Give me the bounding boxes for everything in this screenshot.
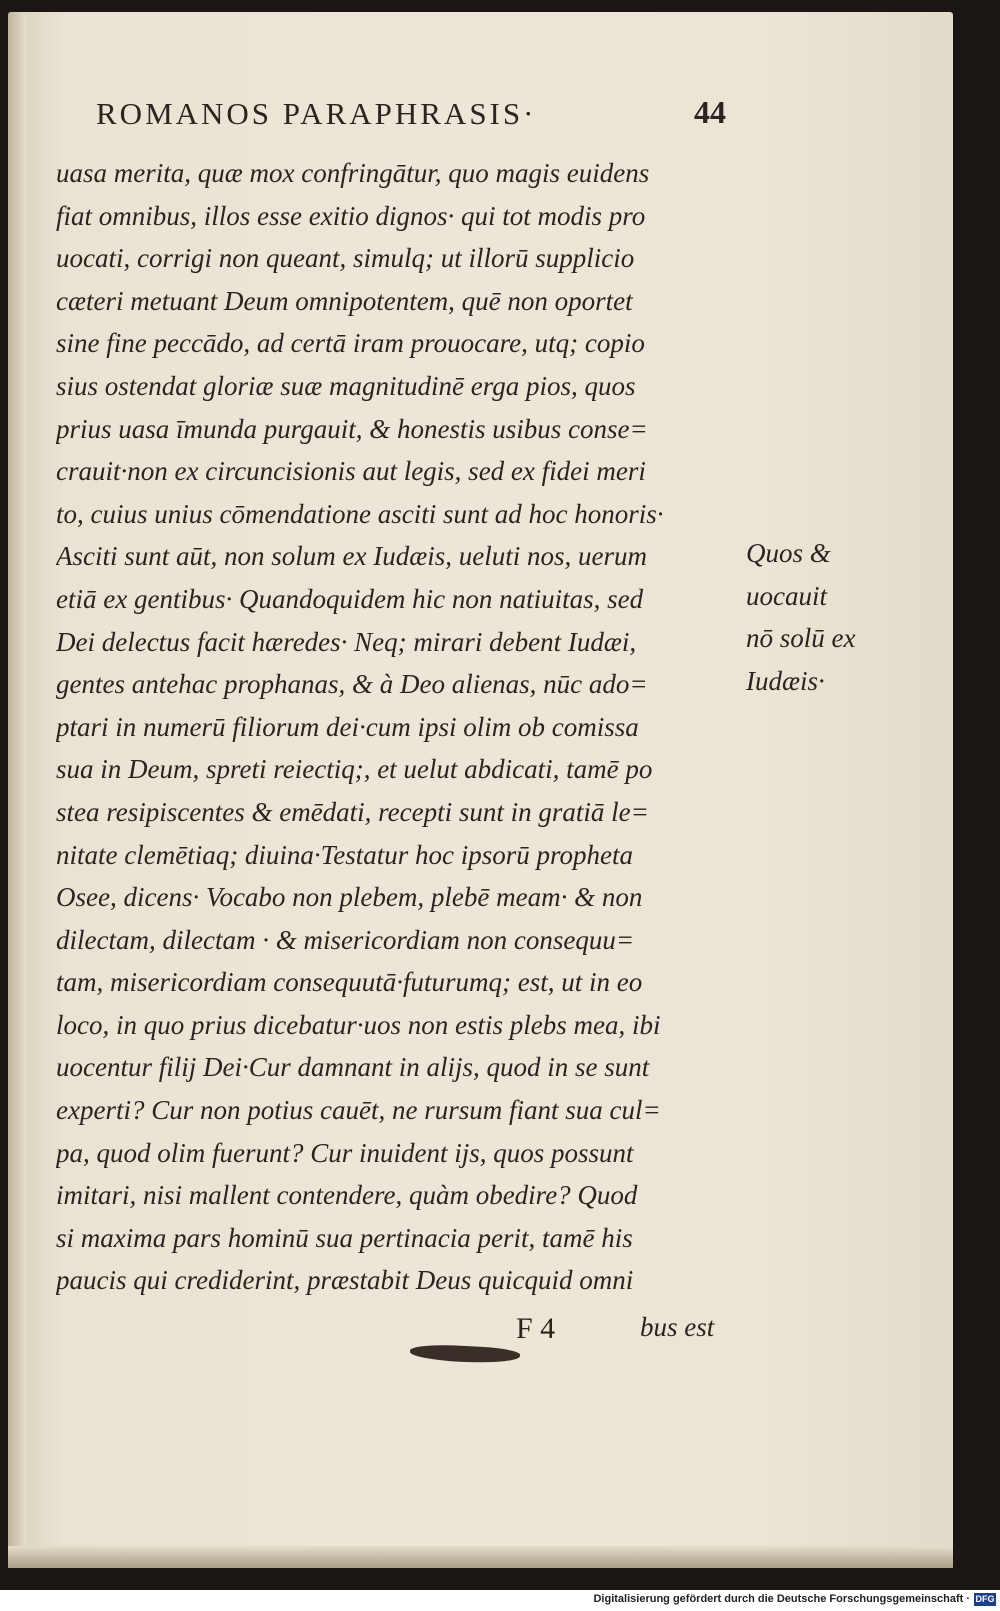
text-line: imitari, nisi mallent contendere, quàm obedire? Quod	[56, 1180, 638, 1211]
text-line: uocati, corrigi non queant, simulq; ut illorū supplicio	[56, 243, 635, 274]
text-line: experti? Cur non potius cauēt, ne rursum fiant sua cul=	[56, 1095, 661, 1126]
text-line: paucis qui crediderint, præstabit Deus quicquid omni	[56, 1265, 634, 1296]
text-line: ptari in numerū filiorum dei·cum ipsi olim ob comissa	[56, 711, 639, 742]
book-page	[8, 12, 953, 1568]
text-line: Osee, dicens· Vocabo non plebem, plebē meam· & non	[56, 882, 643, 913]
page-header	[86, 90, 726, 138]
text-line: to, cuius unius cōmendatione asciti sunt ad hoc honoris·	[56, 498, 664, 529]
text-line: etiā ex gentibus· Quandoquidem hic non natiuitas, sed	[56, 583, 644, 614]
text-line: stea resipiscentes & emēdati, recepti sunt in gratiā le=	[56, 796, 649, 827]
marginal-note	[746, 532, 946, 702]
text-line: loco, in quo prius dicebatur·uos non estis plebs mea, ibi	[56, 1009, 661, 1040]
text-line: sius ostendat gloriæ suæ magnitudinē erga pios, quos	[56, 370, 636, 401]
text-line: Asciti sunt aūt, non solum ex Iudæis, ueluti nos, uerum	[56, 541, 647, 572]
text-line: gentes antehac prophanas, & à Deo alienas, nūc ado=	[56, 669, 648, 700]
text-line: fiat omnibus, illos esse exitio dignos· qui tot modis pro	[56, 200, 646, 231]
catchword: bus est	[640, 1312, 715, 1342]
signature-mark: F 4	[516, 1312, 556, 1345]
text-line: sua in Deum, spreti reiectiq;, et uelut abdicati, tamē po	[56, 754, 653, 785]
marginal-note-line: nō solū ex	[746, 623, 856, 654]
text-line: uasa merita, quæ mox confringātur, quo magis euidens	[56, 158, 650, 188]
text-line: crauit·non ex circuncisionis aut legis, sed ex fidei meri	[56, 456, 646, 487]
text-line: Dei delectus facit hæredes· Neq; mirari debent Iudæi,	[56, 626, 637, 657]
marginal-note-line: uocauit	[746, 580, 827, 611]
text-line: prius uasa īmunda purgauit, & honestis usibus conse=	[56, 413, 648, 444]
dfg-credit-text: Digitalisierung gefördert durch die Deutsche Forschungsgemeinschaft ·	[593, 1593, 970, 1605]
text-line: uocentur filij Dei·Cur damnant in alijs, quod in se sunt	[56, 1052, 650, 1083]
page-bottom-edge	[8, 1546, 953, 1568]
marginal-note-line: Quos &	[746, 538, 831, 568]
page-number: 44	[694, 94, 726, 130]
text-line: nitate clemētiaq; diuina·Testatur hoc ipsorū propheta	[56, 839, 633, 870]
text-line: pa, quod olim fuerunt? Cur inuident ijs, quos possunt	[56, 1137, 634, 1168]
text-line: cæteri metuant Deum omnipotentem, quē non oportet	[56, 285, 633, 316]
text-line: sine fine peccādo, ad certā iram prouocare, utq; copio	[56, 328, 645, 359]
text-line: si maxima pars hominū sua pertinacia perit, tamē his	[56, 1222, 633, 1253]
text-line: tam, misericordiam consequutā·futurumq; est, ut in eo	[56, 967, 643, 998]
credit-bar	[0, 1590, 1000, 1611]
body-text	[56, 152, 736, 1302]
dfg-logo: DFG	[975, 1594, 995, 1604]
marginal-note-line: Iudæis·	[746, 665, 825, 696]
text-line: dilectam, dilectam · & misericordiam non consequu=	[56, 924, 635, 955]
running-head: ROMANOS PARAPHRASIS·	[96, 96, 537, 131]
